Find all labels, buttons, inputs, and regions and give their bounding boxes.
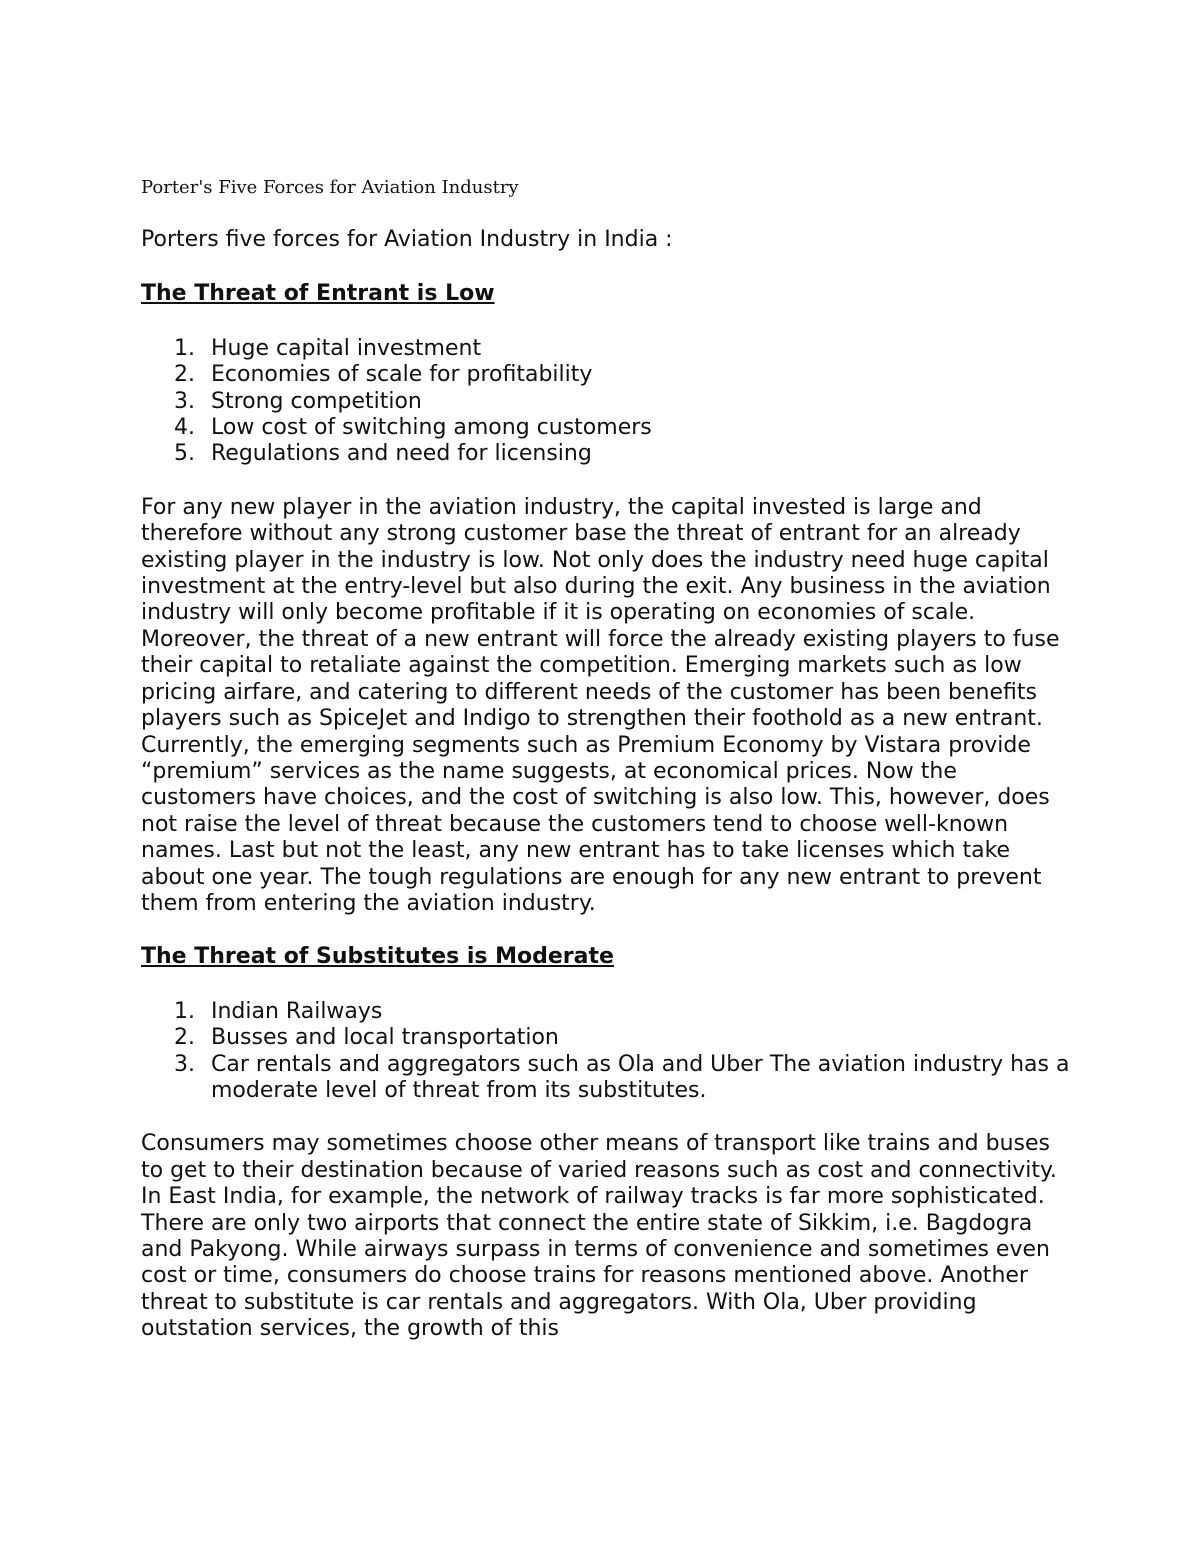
list-item xyxy=(141,336,1071,362)
list-number: 3. xyxy=(174,1051,195,1077)
section-heading-substitutes: The Threat of Substitutes is Moderate xyxy=(141,944,614,970)
list-item xyxy=(141,999,1071,1025)
entrant-paragraph: For any new player in the aviation industry, the capital invested is large and therefore without any strong customer base the threat of entrant for an already existing player in the industry is low. Not only does the industry need huge capital investment at the entry-level but also during the exit. Any business in the aviation industry will only become profitable if it is operating on economies of scale. Moreover, the threat of a new entrant will force the already existing players to fuse their capital to retaliate against the competition. Emerging markets such as low pricing airfare, and catering to different needs of the customer has been benefits players such as SpiceJet and Indigo to strengthen their foothold as a new entrant. Currently, the emerging segments such as Premium Economy by Vistara provide “premium” services as the name suggests, at economical prices. Now the customers have choices, and the cost of switching is also low. This, however, does not raise the level of threat because the customers tend to choose well-known names. Last but not the least, any new entrant has to take licenses which take about one year. The tough regulations are enough for any new entrant to prevent them from entering the aviation industry. xyxy=(141,494,1060,916)
document-title: Porter's Five Forces for Aviation Industry xyxy=(141,177,519,198)
list-item xyxy=(141,1025,1071,1051)
list-item xyxy=(141,1052,1071,1105)
list-item-text: Regulations and need for licensing xyxy=(211,441,592,467)
list-number: 1. xyxy=(174,335,195,361)
list-item-text: Huge capital investment xyxy=(211,335,482,361)
list-item xyxy=(141,362,1071,388)
list-number: 4. xyxy=(174,415,195,441)
substitutes-paragraph: Consumers may sometimes choose other means of transport like trains and buses to get to their destination because of varied reasons such as cost and connectivity. In East India, for example, the network of railway tracks is far more sophisticated. There are only two airports that connect the entire state of Sikkim, i.e. Bagdogra and Pakyong. While airways surpass in terms of convenience and sometimes even cost or time, consumers do choose trains for reasons mentioned above. Another threat to substitute is car rentals and aggregators. With Ola, Uber providing outstation services, the growth of this xyxy=(141,1131,1057,1342)
list-item xyxy=(141,389,1071,415)
list-item-text: Strong competition xyxy=(211,388,422,414)
intro-line: Porters five forces for Aviation Industry in India : xyxy=(141,227,673,252)
document-body xyxy=(141,227,1071,1370)
substitutes-list xyxy=(141,999,1071,1105)
list-item-text: Busses and local transportation xyxy=(211,1025,559,1051)
list-number: 2. xyxy=(174,362,195,388)
list-item-text: Indian Railways xyxy=(211,998,383,1024)
list-item xyxy=(141,415,1071,441)
list-item xyxy=(141,441,1071,467)
list-number: 5. xyxy=(174,441,195,467)
list-item-text: Car rentals and aggregators such as Ola and Uber The aviation industry has a moderate level of threat from its substitutes. xyxy=(211,1051,1070,1103)
list-number: 3. xyxy=(174,388,195,414)
list-item-text: Economies of scale for profitability xyxy=(211,362,593,388)
section-heading-entrant: The Threat of Entrant is Low xyxy=(141,281,495,307)
list-number: 2. xyxy=(174,1025,195,1051)
entrant-factors-list xyxy=(141,336,1071,468)
list-number: 1. xyxy=(174,998,195,1024)
list-item-text: Low cost of switching among customers xyxy=(211,415,652,441)
